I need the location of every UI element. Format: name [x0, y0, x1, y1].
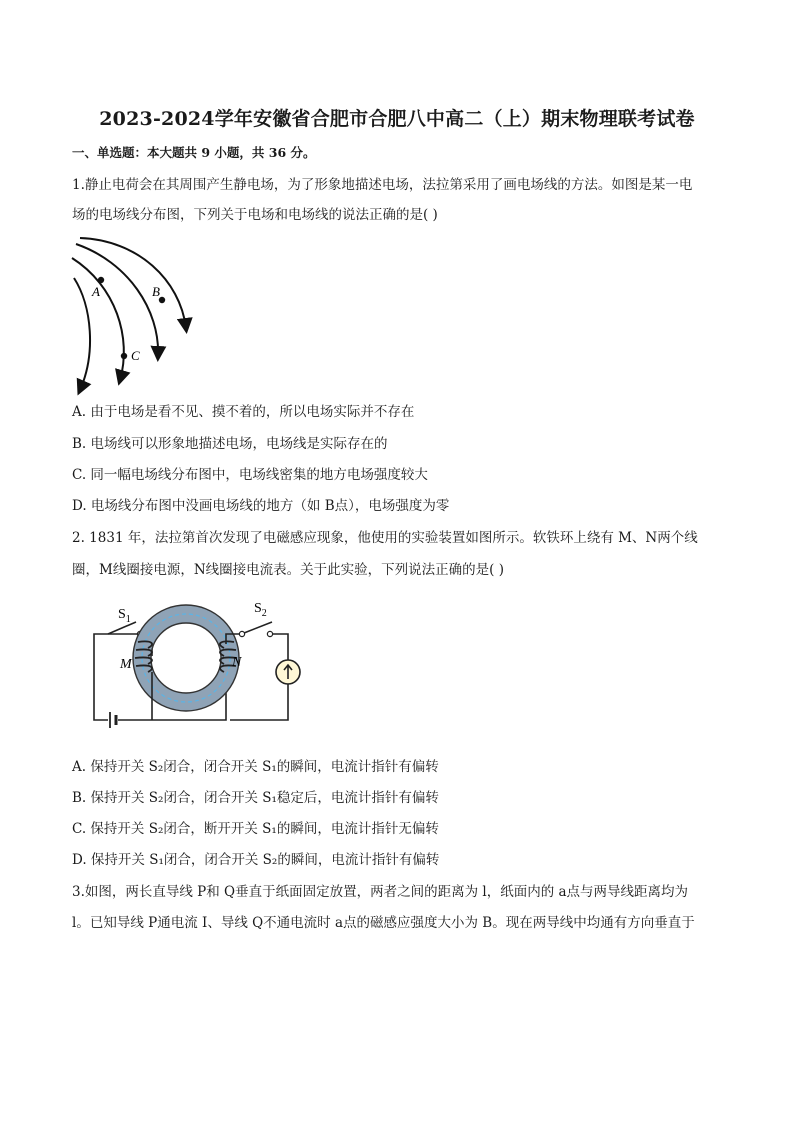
label-s1: $S_1$: [118, 607, 131, 625]
page-title: 2023-2024学年安徽省合肥市合肥八中高二（上）期末物理联考试卷: [99, 108, 695, 130]
electric-field-lines-figure: [70, 236, 200, 396]
q2-option-c: C. 保持开关 S₂闭合，断开开关 S₁的瞬间，电流计指针无偏转: [72, 821, 439, 837]
point-c: [121, 353, 127, 359]
q1-stem-line2: 场的电场线分布图，下列关于电场和电场线的说法正确的是( ): [72, 207, 438, 223]
label-a: A: [92, 284, 100, 299]
q1-option-d: D. 电场线分布图中没画电场线的地方（如 B点），电场强度为零: [72, 498, 450, 514]
point-a: [98, 277, 104, 283]
q2-stem-line2: 圈，M线圈接电源，N线圈接电流表。关于此实验，下列说法正确的是( ): [72, 562, 504, 578]
q2-option-a: A. 保持开关 S₂闭合，闭合开关 S₁的瞬间，电流计指针有偏转: [72, 759, 439, 775]
q1-option-b: B. 电场线可以形象地描述电场，电场线是实际存在的: [72, 436, 388, 452]
field-line-1: [74, 278, 90, 390]
q3-stem-line1: 3.如图，两长直导线 P和 Q垂直于纸面固定放置，两者之间的距离为 l，纸面内的 a点与两导线距离均为: [72, 884, 689, 900]
q2-stem-line1: 2. 1831 年，法拉第首次发现了电磁感应现象，他使用的实验装置如图所示。软铁环上绕有 M、N两个线: [72, 530, 698, 546]
q1-option-a: A. 由于电场是看不见、摸不着的，所以电场实际并不存在: [72, 404, 415, 420]
field-line-2: [72, 258, 124, 380]
switch-s1: [108, 622, 136, 634]
label-m: M: [120, 657, 132, 672]
q2-option-d: D. 保持开关 S₁闭合，闭合开关 S₂的瞬间，电流计指针有偏转: [72, 852, 440, 868]
q1-option-c: C. 同一幅电场线分布图中，电场线密集的地方电场强度较大: [72, 467, 428, 483]
label-s2: $S_2$: [254, 601, 267, 619]
faraday-ring-apparatus-figure: [80, 596, 310, 736]
section-heading: 一、单选题：本大题共 9 小题，共 36 分。: [72, 145, 316, 160]
label-b: B: [152, 284, 160, 299]
q1-stem-line1: 1.静止电荷会在其周围产生静电场，为了形象地描述电场，法拉第采用了画电场线的方法。如图是某一电: [72, 177, 693, 193]
label-c: C: [131, 348, 140, 363]
switch-s2: [244, 622, 272, 633]
q2-option-b: B. 保持开关 S₂闭合，闭合开关 S₁稳定后，电流计指针有偏转: [72, 790, 439, 806]
q3-stem-line2: l。已知导线 P通电流 I、导线 Q不通电流时 a点的磁感应强度大小为 B。现在两导线中均通有方向垂直于: [72, 915, 695, 931]
label-n: N: [232, 655, 242, 670]
